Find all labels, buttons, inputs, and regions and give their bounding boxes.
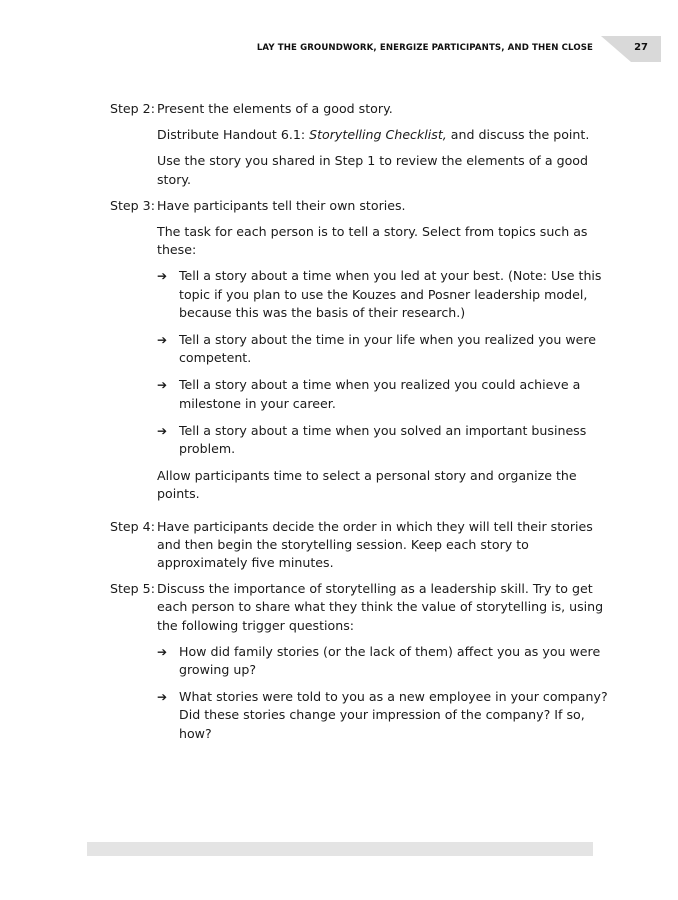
- step-3: [110, 197, 610, 504]
- step-label: Step 4:: [110, 518, 155, 534]
- step-paragraph: Allow participants time to select a personal story and organize the points.: [157, 468, 577, 502]
- handout-text: Distribute Handout 6.1:: [157, 127, 310, 143]
- step-paragraph: The task for each person is to tell a story. Select from topics such as these:: [157, 224, 588, 258]
- arrow-bullet-icon: ➔: [157, 423, 168, 438]
- step-label: Step 5:: [110, 581, 155, 597]
- step-heading: Have participants decide the order in which they will tell their stories and then begin the storytelling session. Keep each story to approximately five minutes.: [157, 518, 593, 571]
- step-paragraph: Use the story you shared in Step 1 to review the elements of a good story.: [157, 153, 588, 187]
- arrow-bullet-icon: ➔: [157, 690, 168, 705]
- step-paragraph: [157, 126, 610, 144]
- step-heading: Present the elements of a good story.: [157, 101, 393, 116]
- arrow-bullet-icon: ➔: [157, 269, 168, 284]
- page-tab-shape: [601, 36, 661, 62]
- page-number-tab: [601, 36, 661, 62]
- list-item-text: What stories were told to you as a new employee in your company? Did these stories change your impression of the company? If so, how?: [179, 689, 608, 741]
- list-item-text: Tell a story about a time when you led at your best. (Note: Use this topic if you plan to use the Kouzes and Posner leadership model, because this was the basis of their research.): [179, 268, 602, 320]
- topic-list: [157, 267, 610, 458]
- arrow-bullet-icon: ➔: [157, 378, 168, 393]
- list-item: [157, 422, 610, 458]
- list-item: [157, 331, 610, 367]
- list-item-text: How did family stories (or the lack of them) affect you as you were growing up?: [179, 643, 601, 678]
- step-5: [110, 580, 610, 743]
- handout-title: Storytelling Checklist,: [309, 127, 447, 143]
- list-item: [157, 688, 610, 743]
- step-heading: Have participants tell their own stories.: [157, 197, 406, 213]
- list-item-text: Tell a story about the time in your life when you realized you were competent.: [179, 332, 597, 366]
- step-label: Step 3:: [110, 197, 155, 213]
- page-number: 27: [634, 42, 648, 53]
- handout-text-end: and discuss the point.: [446, 127, 590, 143]
- list-item-text: Tell a story about a time when you solved an important business problem.: [179, 422, 587, 457]
- list-item: [157, 643, 610, 679]
- list-item: [157, 267, 610, 322]
- running-header-title: LAY THE GROUNDWORK, ENERGIZE PARTICIPANTS, AND THEN CLOSE: [256, 43, 593, 53]
- question-list: [157, 643, 610, 743]
- footer-bar: [87, 842, 593, 856]
- page-body: [110, 100, 610, 752]
- arrow-bullet-icon: ➔: [157, 333, 168, 348]
- list-item: [157, 376, 610, 412]
- step-label: Step 2:: [110, 101, 155, 116]
- step-heading: Discuss the importance of storytelling as a leadership skill. Try to get each person to share what they think the value of storytelling is, using the following trigger questions:: [157, 581, 604, 633]
- step-4: [110, 518, 610, 573]
- running-header: [0, 36, 678, 62]
- step-2: [110, 100, 610, 189]
- arrow-bullet-icon: ➔: [157, 644, 168, 659]
- list-item-text: Tell a story about a time when you realized you could achieve a milestone in your career.: [179, 377, 581, 411]
